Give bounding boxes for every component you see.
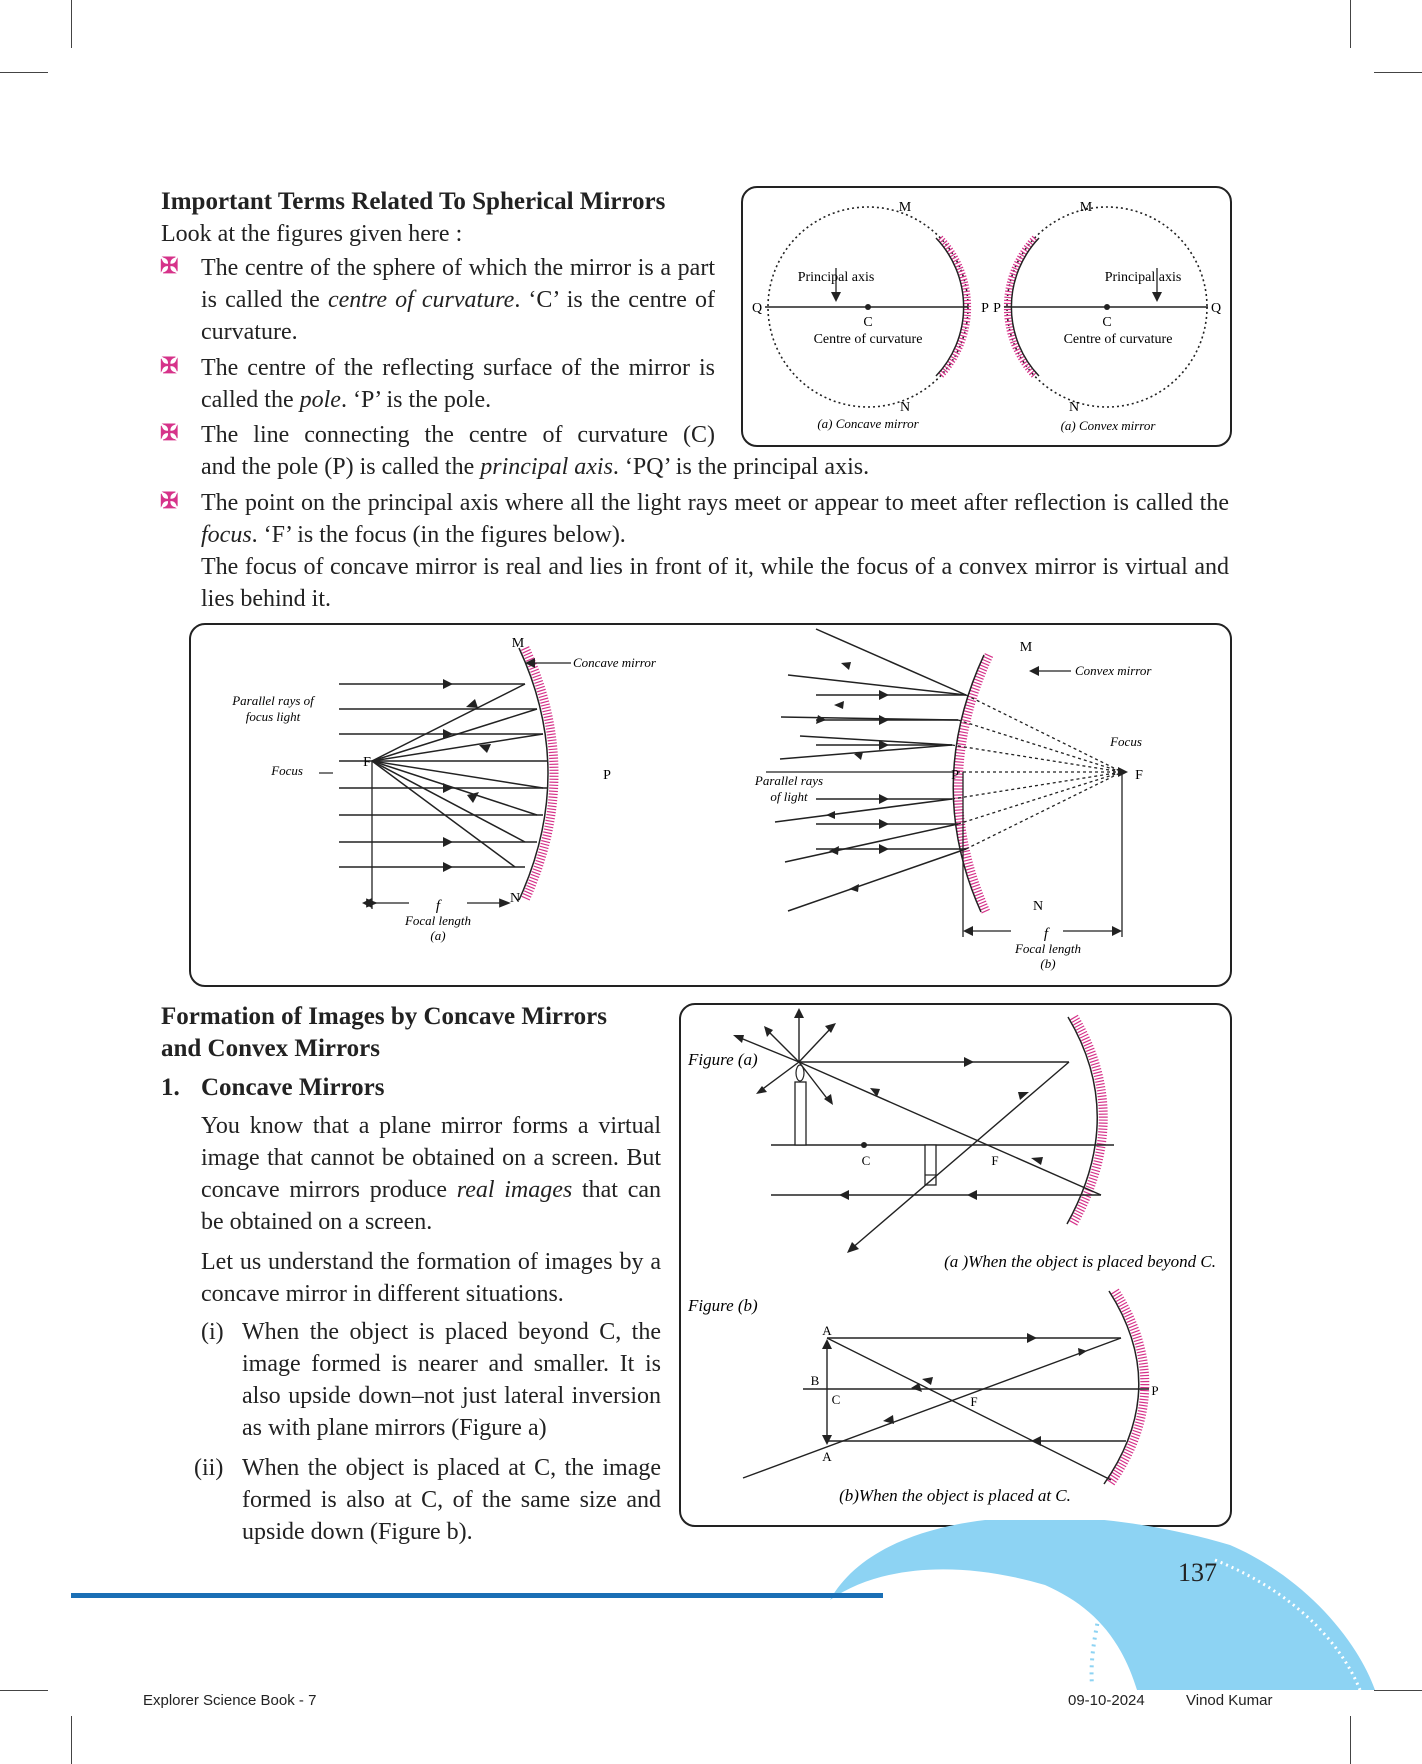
list-number: (ii)	[194, 1455, 224, 1481]
caption-b: (b)	[1040, 956, 1056, 971]
label-C: C	[863, 315, 873, 330]
crop-mark	[1350, 0, 1351, 48]
arrow-icon	[1029, 666, 1039, 676]
term: focus	[201, 522, 252, 548]
page-number: 137	[1178, 1558, 1217, 1587]
label-P: P	[981, 301, 989, 316]
label-Q: Q	[1210, 301, 1222, 316]
bullet-centre-of-curvature	[201, 252, 715, 348]
footer-author: Vinod Kumar	[1186, 1692, 1273, 1709]
rays-b	[743, 1338, 1126, 1480]
caption-figure-b: (b)When the object is placed at C.	[839, 1486, 1071, 1505]
bullet-focus	[201, 487, 1229, 551]
ray-arrows-b	[816, 662, 1128, 892]
radiating-rays	[738, 1012, 1101, 1249]
crop-mark	[71, 0, 72, 48]
centre-point-left	[865, 304, 871, 310]
bullet-icon: ✠	[160, 253, 179, 278]
concave-mirror-hatch	[1073, 1017, 1103, 1224]
text: . ‘P’ is the pole.	[340, 387, 492, 413]
bullet-icon: ✠	[160, 488, 179, 513]
arrow-icon	[963, 926, 973, 936]
concave-mirror	[519, 648, 548, 900]
text: . ‘F’ is the focus (in the figures below).	[251, 522, 626, 548]
figure-2-svg	[191, 625, 1230, 985]
caption-concave: (a) Concave mirror	[817, 416, 919, 431]
crop-mark	[1350, 1716, 1351, 1764]
candle-object	[795, 1082, 806, 1145]
label-concave-mirror: Concave mirror	[573, 655, 656, 670]
bullet-icon: ✠	[160, 420, 179, 445]
label-F: F	[363, 755, 371, 770]
label-convex-mirror: Convex mirror	[1075, 663, 1152, 678]
label-P: P	[993, 301, 1001, 316]
centre-point-right	[1104, 304, 1110, 310]
label-M: M	[511, 636, 525, 651]
bullet-pole	[201, 352, 715, 416]
label-M: M	[898, 200, 912, 215]
label-P: P	[951, 768, 959, 783]
virtual-rays	[951, 695, 1122, 849]
text: . ‘PQ’ is the principal axis.	[612, 454, 870, 480]
text: The point on the principal axis where all the light rays meet or appear to meet after reflection is called the	[201, 490, 1229, 516]
bullet-axis-line1: The line connecting the centre of curvature (C)	[201, 422, 715, 448]
label-Q: Q	[751, 301, 763, 316]
label-F: F	[991, 1153, 999, 1168]
footer-date: 09-10-2024	[1068, 1692, 1145, 1709]
label-focal-length: Focal length	[404, 913, 472, 928]
caption-figure-a: (a )When the object is placed beyond C.	[944, 1252, 1216, 1271]
label-parallel-rays: of light	[770, 789, 808, 804]
label-C: C	[831, 1392, 841, 1407]
label-figure-b: Figure (b)	[688, 1296, 758, 1315]
concave-mirror	[1067, 1017, 1097, 1224]
label-parallel-rays: Parallel rays of	[232, 693, 314, 708]
bullet-icon: ✠	[160, 353, 179, 378]
caption-a: (a)	[430, 928, 446, 943]
bullet-axis-line2	[201, 451, 1231, 483]
decorative-wave	[0, 1520, 1422, 1700]
ray-arrows-a	[733, 1008, 1043, 1253]
intro-text: Look at the figures given here :	[161, 221, 463, 247]
text: The centre of the reflecting surface of the mirror is called the	[201, 355, 715, 413]
crop-mark	[0, 72, 48, 73]
label-C: C	[861, 1153, 871, 1168]
figure-1-svg	[743, 188, 1230, 445]
crop-mark	[71, 1716, 72, 1764]
label-P: P	[1151, 1383, 1159, 1398]
arrow-icon	[362, 898, 372, 908]
figure-image-formation	[679, 1003, 1232, 1527]
term: pole	[299, 387, 341, 413]
label-P: P	[603, 768, 611, 783]
point-C	[861, 1142, 867, 1148]
label-A: A	[822, 1323, 832, 1338]
label-N: N	[899, 400, 911, 415]
label-focus: Focus	[1110, 734, 1142, 749]
section-heading: Formation of Images by Concave Mirrors	[161, 1003, 607, 1030]
label-M: M	[1079, 200, 1093, 215]
label-centre-of-curvature: Centre of curvature	[1063, 332, 1173, 347]
term: centre of curvature	[327, 287, 515, 313]
label-centre-of-curvature: Centre of curvature	[813, 332, 923, 347]
footer-rule	[71, 1593, 883, 1598]
paragraph-2: Let us understand the formation of images by a concave mirror in different situations.	[201, 1249, 661, 1307]
crop-mark	[1374, 72, 1422, 73]
label-f: f	[1043, 926, 1049, 942]
label-N: N	[509, 891, 521, 906]
concave-mirror-hatch	[525, 648, 554, 900]
list-number: (i)	[201, 1319, 224, 1345]
arrow-icon	[1112, 926, 1122, 936]
figure-3-svg	[681, 1005, 1230, 1525]
text: You know that a plane mirror forms a virtual image that cannot be obtained on a screen. But concave mirrors produce	[201, 1113, 661, 1203]
figure-focal-length	[189, 623, 1232, 987]
paragraph-1	[201, 1110, 661, 1238]
text: The centre of the sphere of which the mirror is a part is called the	[201, 255, 715, 313]
parallel-rays-b	[775, 629, 966, 911]
footer-book: Explorer Science Book - 7	[143, 1692, 317, 1709]
arrow-icon	[1152, 292, 1162, 302]
label-parallel-rays: Parallel rays	[754, 773, 824, 788]
label-figure-a: Figure (a)	[688, 1050, 758, 1069]
label-principal-axis: Principal axis	[1104, 270, 1182, 285]
label-F: F	[970, 1394, 978, 1409]
list-item-ii: When the object is placed at C, the image formed is also at C, of the same size and upside down (Figure b).	[242, 1455, 661, 1545]
sub-heading: Concave Mirrors	[201, 1074, 385, 1101]
section-heading: Important Terms Related To Spherical Mirrors	[161, 188, 666, 215]
label-N: N	[1032, 899, 1044, 914]
label-B: B	[810, 1373, 820, 1388]
section-heading: and Convex Mirrors	[161, 1035, 380, 1062]
focus-paragraph: The focus of concave mirror is real and lies in front of it, while the focus of a convex mirror is virtual and lies behind it.	[201, 554, 1229, 612]
list-item-i: When the object is placed beyond C, the image formed is nearer and smaller. It is also upside down–not just lateral inversion as with plane mirrors (Figure a)	[242, 1319, 661, 1441]
label-parallel-rays: focus light	[245, 709, 301, 724]
text: and the pole (P) is called the	[201, 454, 481, 480]
arrow-icon	[822, 1435, 832, 1445]
label-C: C	[1102, 315, 1112, 330]
label-focal-length: Focal length	[1014, 941, 1082, 956]
term: real images	[456, 1177, 573, 1203]
label-A: A	[822, 1449, 832, 1464]
label-principal-axis: Principal axis	[797, 270, 875, 285]
term: principal axis	[480, 454, 613, 480]
text: . ‘C’ is the centre of curvature.	[201, 287, 716, 345]
figure-spherical-mirrors	[741, 186, 1232, 447]
candle-image	[925, 1145, 936, 1185]
label-N: N	[1068, 400, 1080, 415]
label-focus: Focus	[271, 763, 303, 778]
concave-mirror-hatch	[1110, 1291, 1145, 1484]
caption-convex: (a) Convex mirror	[1060, 418, 1156, 433]
sub-number: 1.	[161, 1074, 180, 1101]
text: that can be obtained on a screen.	[201, 1177, 662, 1235]
label-f: f	[435, 898, 441, 914]
label-F: F	[1135, 768, 1143, 783]
label-M: M	[1019, 640, 1033, 655]
arrow-icon	[831, 292, 841, 302]
